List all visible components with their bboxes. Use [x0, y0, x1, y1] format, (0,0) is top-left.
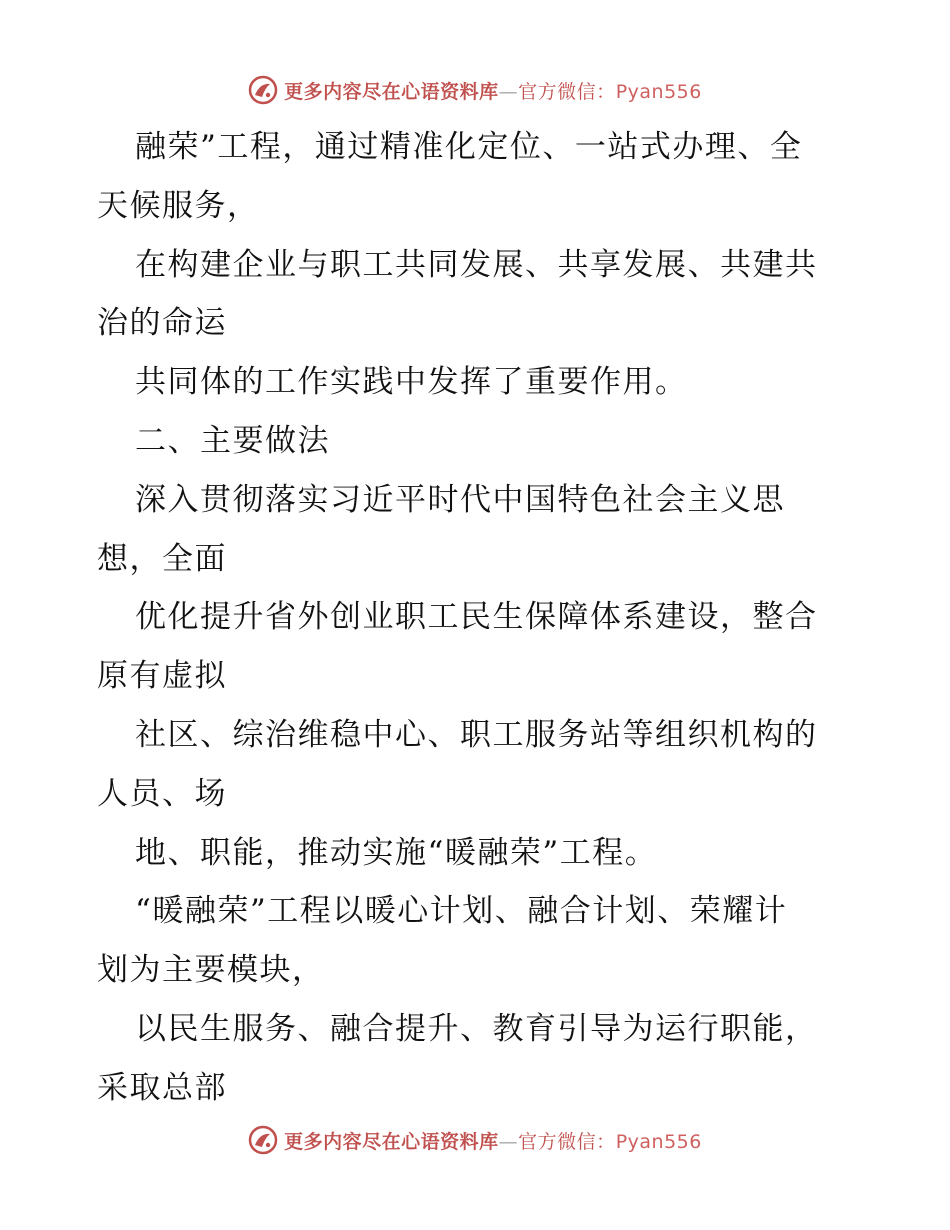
text-line: 共同体的工作实践中发挥了重要作用。 [135, 364, 688, 401]
text-line: 划为主要模块， [97, 952, 325, 989]
section-heading: 二、主要做法 [135, 422, 330, 459]
ink-seal-logo-icon [248, 75, 278, 105]
watermark-main-text: 更多内容尽在心语资料库 [284, 80, 499, 103]
text-line: 人员、场 [97, 775, 227, 812]
text-line: 天候服务， [97, 187, 260, 224]
watermark-wechat-id: Pyan556 [615, 80, 702, 103]
footer-watermark [0, 1120, 950, 1160]
text-line: 优化提升省外创业职工民生保障体系建设，整合 [135, 599, 818, 636]
text-line: 治的命运 [97, 305, 227, 342]
watermark-wechat-label: 官方微信： [518, 1130, 616, 1153]
watermark-wechat-id: Pyan556 [615, 1130, 702, 1153]
text-line: “暖融荣”工程以暖心计划、融合计划、荣耀计 [135, 893, 788, 930]
ink-seal-logo-icon [248, 1125, 278, 1155]
text-line: 采取总部 [97, 1069, 227, 1106]
watermark-separator: — [498, 80, 519, 103]
text-line: 地、职能，推动实施“暖融荣”工程。 [135, 834, 658, 871]
header-watermark [0, 70, 950, 110]
text-line: 以民生服务、融合提升、教育引导为运行职能， [135, 1010, 818, 1047]
text-line: 社区、综治维稳中心、职工服务站等组织机构的 [135, 716, 818, 753]
watermark-separator: — [498, 1130, 519, 1153]
text-line: 在构建企业与职工共同发展、共享发展、共建共 [135, 246, 818, 283]
watermark-wechat-label: 官方微信： [518, 80, 616, 103]
text-line: 想，全面 [97, 540, 227, 577]
document-body [97, 118, 857, 1118]
text-line: 原有虚拟 [97, 658, 227, 695]
text-line: 深入贯彻落实习近平时代中国特色社会主义思 [135, 481, 785, 518]
text-line: 融荣”工程，通过精准化定位、一站式办理、全 [135, 129, 803, 165]
watermark-main-text: 更多内容尽在心语资料库 [284, 1130, 499, 1153]
